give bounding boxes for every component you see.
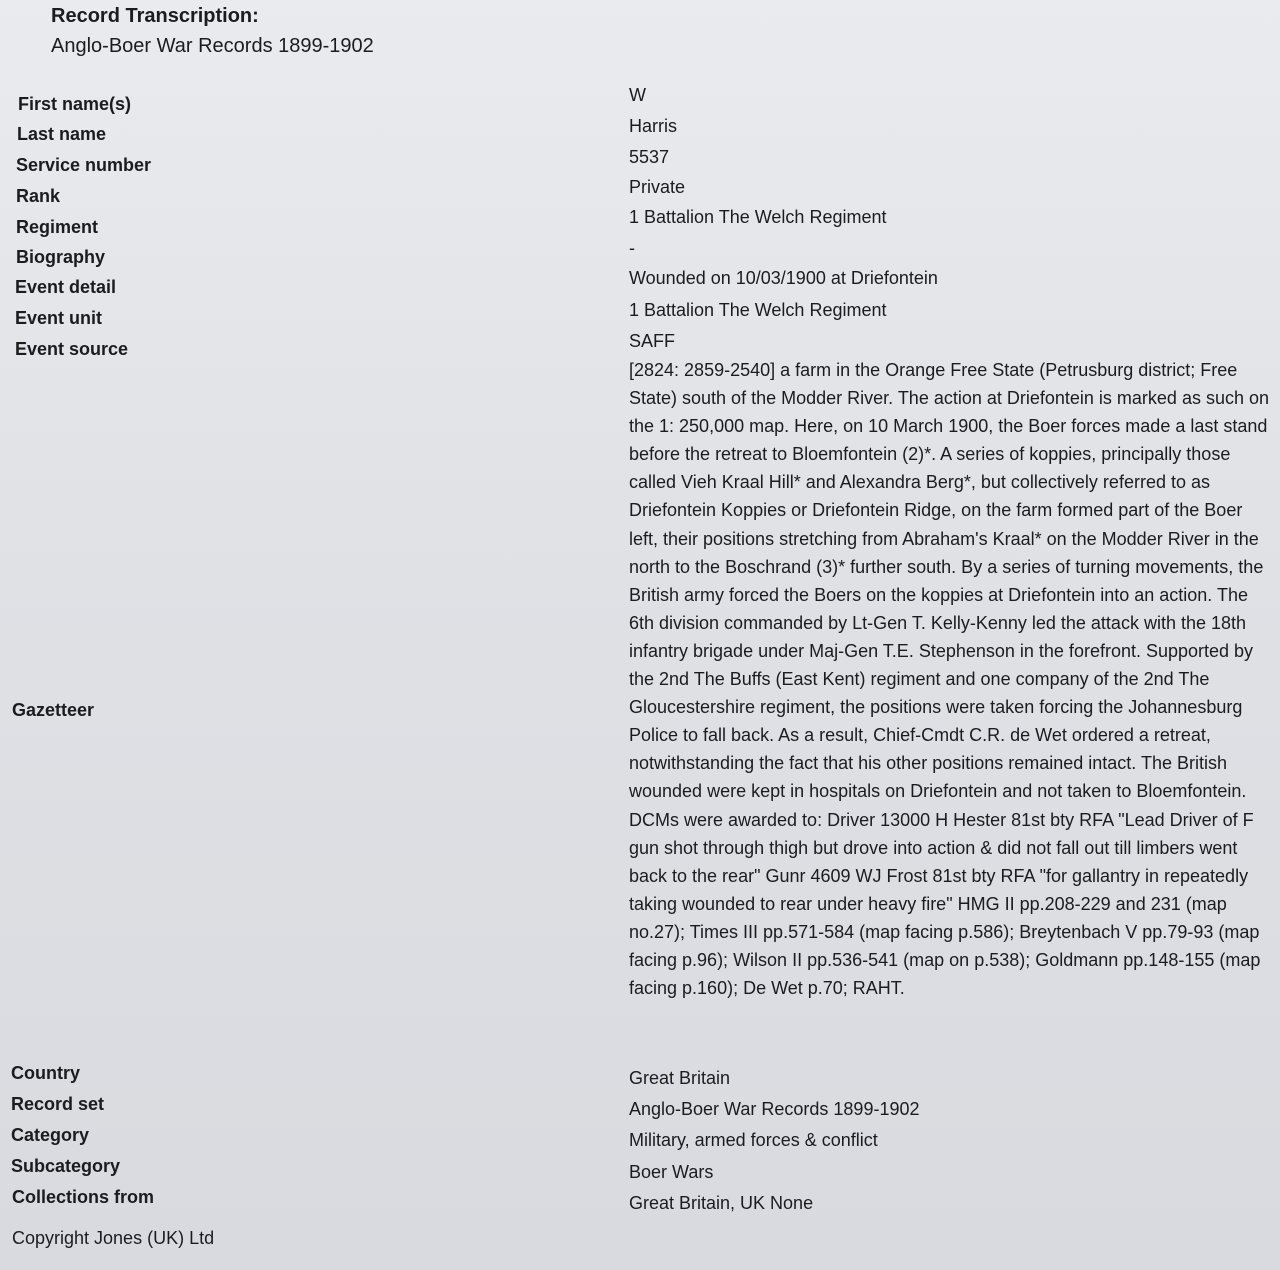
label-event-detail: Event detail bbox=[15, 277, 117, 297]
value-last-name: Harris bbox=[629, 116, 677, 136]
value-first-name: W bbox=[629, 85, 646, 105]
label-first-name: First name(s) bbox=[18, 94, 132, 114]
value-biography: - bbox=[629, 238, 635, 258]
label-gazetteer: Gazetteer bbox=[12, 700, 95, 720]
value-category: Military, armed forces & conflict bbox=[629, 1130, 878, 1150]
copyright-notice: Copyright Jones (UK) Ltd bbox=[12, 1228, 215, 1248]
label-record-set: Record set bbox=[11, 1094, 105, 1114]
value-regiment: 1 Battalion The Welch Regiment bbox=[629, 207, 887, 227]
value-service-number: 5537 bbox=[629, 147, 670, 167]
value-record-set: Anglo-Boer War Records 1899-1902 bbox=[629, 1099, 920, 1119]
label-category: Category bbox=[11, 1125, 90, 1145]
record-subtitle: Anglo-Boer War Records 1899-1902 bbox=[51, 35, 374, 57]
value-subcategory: Boer Wars bbox=[629, 1162, 714, 1182]
label-country: Country bbox=[11, 1063, 80, 1083]
label-biography: Biography bbox=[16, 247, 106, 267]
label-event-source: Event source bbox=[15, 339, 129, 359]
label-rank: Rank bbox=[16, 186, 61, 206]
value-gazetteer: [2824: 2859-2540] a farm in the Orange Free State (Petrusburg district; Free State) south of the Modder River. The action at Driefontein is marked as such on the 1: 250,000 map. Here, on 10 March 1900, the Boer forces made a last stand before the retreat to Bloemfontein (2)*. A series of koppies, principally those called Vieh Kraal Hill* and Alexandra Berg*, but collectively referred to as Driefontein Koppies or Driefontein Ridge, on the farm formed part of the Boer left, their positions stretching from Abraham's Kraal* on the Modder River in the north to the Boschrand (3)* further south. By a series of turning movements, the British army forced the Boers on the koppies at Driefontein into an action. The 6th division commanded by Lt-Gen T. Kelly-Kenny led the attack with the 18th infantry brigade under Maj-Gen T.E. Stephenson in the forefront. Supported by the 2nd The Buffs (East Kent) regiment and one company of the 2nd The Gloucestershire regiment, the positions were taken forcing the Johannesburg Police to fall back. As a result, Chief-Cmdt C.R. de Wet ordered a retreat, notwithstanding the fact that his other positions remained intact. The British wounded were kept in hospitals on Driefontein and not taken to Bloemfontein. DCMs were awarded to: Driver 13000 H Hester 81st bty RFA "Lead Driver of F gun shot through thigh but drove into action & did not fall out till limbers went back to the rear" Gunr 4609 WJ Frost 81st bty RFA "for gallantry in repeatedly taking wounded to rear under heavy fire" HMG II pp.208-229 and 231 (map no.27); Times III pp.571-584 (map facing p.586); Breytenbach V pp.79-93 (map facing p.96); Wilson II pp.536-541 (map on p.538); Goldmann pp.148-155 (map facing p.160); De Wet p.70; RAHT. bbox=[629, 360, 1270, 999]
label-regiment: Regiment bbox=[16, 217, 99, 237]
label-service-number: Service number bbox=[16, 155, 152, 175]
value-collections-from: Great Britain, UK None bbox=[629, 1193, 814, 1213]
value-country: Great Britain bbox=[629, 1068, 731, 1088]
value-event-unit: 1 Battalion The Welch Regiment bbox=[629, 300, 887, 320]
value-event-detail: Wounded on 10/03/1900 at Driefontein bbox=[629, 268, 938, 288]
value-rank: Private bbox=[629, 177, 686, 197]
label-subcategory: Subcategory bbox=[11, 1156, 121, 1176]
record-title: Record Transcription: bbox=[51, 5, 259, 27]
label-collections-from: Collections from bbox=[12, 1187, 155, 1207]
label-last-name: Last name bbox=[17, 124, 107, 144]
label-event-unit: Event unit bbox=[15, 308, 103, 328]
value-event-source: SAFF bbox=[629, 331, 676, 351]
